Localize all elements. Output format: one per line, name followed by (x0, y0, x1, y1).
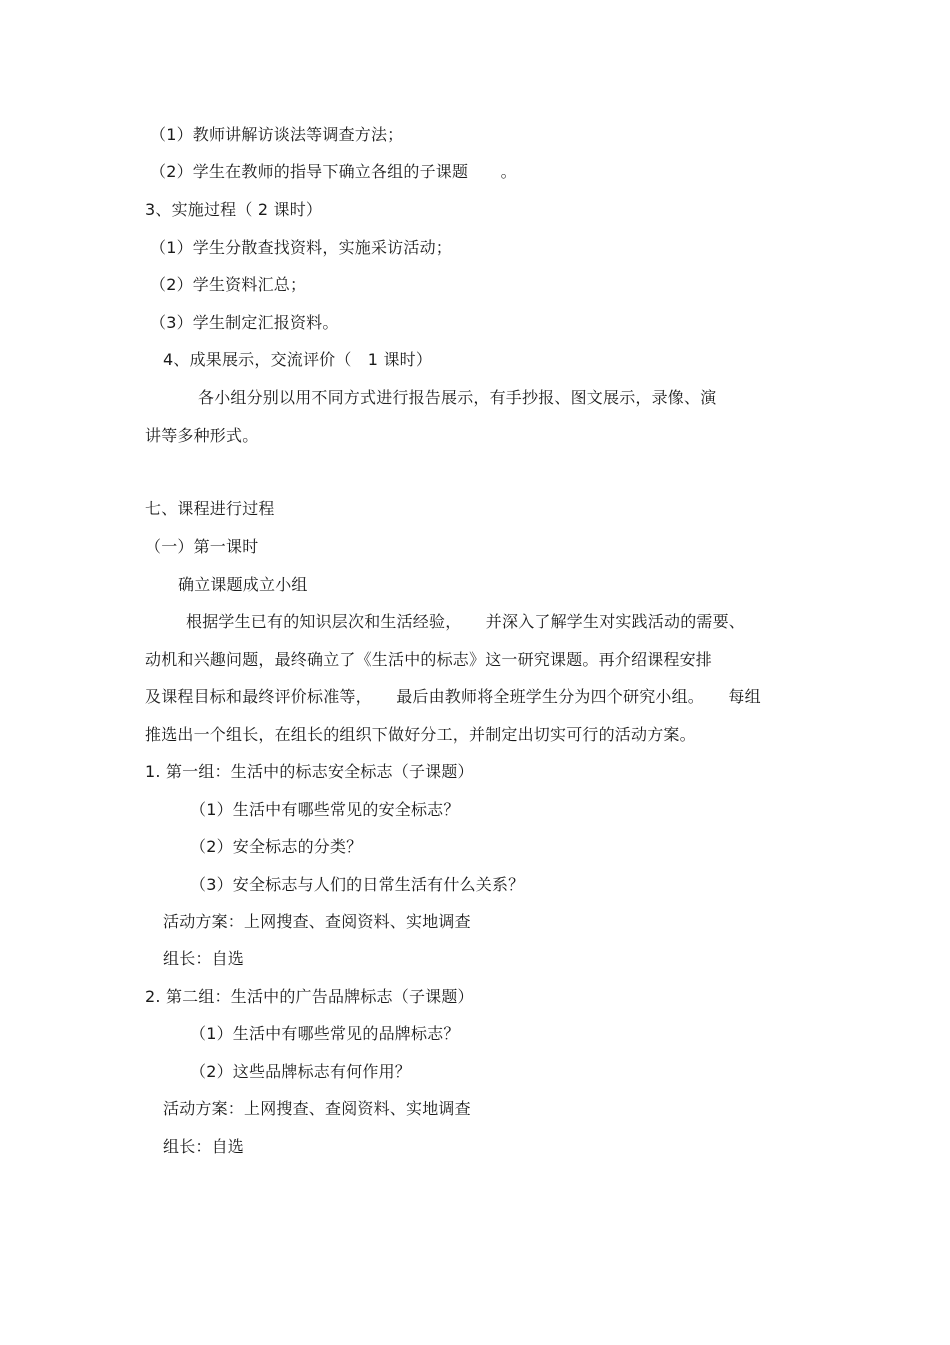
text-line-teacher-method: （1）教师讲解访谈法等调查方法； (150, 125, 404, 144)
paragraph-line-1: 根据学生已有的知识层次和生活经验， 并深入了解学生对实践活动的需要、 (186, 612, 746, 631)
group-1-plan: 活动方案：上网搜查、查阅资料、实地调查 (163, 912, 471, 931)
paragraph-results-line-2: 讲等多种形式。 (145, 426, 259, 445)
group-2-question-1: （1）生活中有哪些常见的品牌标志？ (190, 1024, 460, 1043)
paragraph-results-line-1: 各小组分别以用不同方式进行报告展示，有手抄报、图文展示，录像、演 (198, 388, 717, 407)
text-line-subtopic: （2）学生在教师的指导下确立各组的子课题 。 (150, 162, 517, 181)
subheading-first-lesson: （一）第一课时 (145, 537, 259, 556)
text-line-search: （1）学生分散查找资料，实施采访活动； (150, 238, 452, 257)
paragraph-line-2: 动机和兴趣问题，最终确立了《生活中的标志》这一研究课题。再介绍课程安排 (145, 650, 713, 669)
section-heading-process: 七、课程进行过程 (145, 499, 275, 518)
group-1-leader: 组长：自选 (163, 949, 245, 968)
group-2-plan: 活动方案：上网搜查、查阅资料、实地调查 (163, 1099, 471, 1118)
group-1-question-3: （3）安全标志与人们的日常生活有什么关系？ (190, 875, 525, 894)
heading-implementation: 3、实施过程（ 2 课时） (145, 200, 323, 219)
text-line-summary: （2）学生资料汇总； (150, 275, 307, 294)
subheading-topic-groups: 确立课题成立小组 (178, 575, 308, 594)
group-1-heading: 1. 第一组：生活中的标志安全标志（子课题） (145, 762, 474, 781)
group-1-question-1: （1）生活中有哪些常见的安全标志？ (190, 800, 460, 819)
group-1-question-2: （2）安全标志的分类？ (190, 837, 363, 856)
group-2-leader: 组长：自选 (163, 1137, 245, 1156)
paragraph-line-4: 推选出一个组长，在组长的组织下做好分工，并制定出切实可行的活动方案。 (145, 725, 696, 744)
paragraph-line-3: 及课程目标和最终评价标准等， 最后由教师将全班学生分为四个研究小组。 每组 (145, 687, 761, 706)
text-line-report: （3）学生制定汇报资料。 (150, 313, 339, 332)
group-2-heading: 2. 第二组：生活中的广告品牌标志（子课题） (145, 987, 474, 1006)
group-2-question-2: （2）这些品牌标志有何作用？ (190, 1062, 411, 1081)
heading-results: 4、成果展示，交流评价（ 1 课时） (163, 350, 433, 369)
